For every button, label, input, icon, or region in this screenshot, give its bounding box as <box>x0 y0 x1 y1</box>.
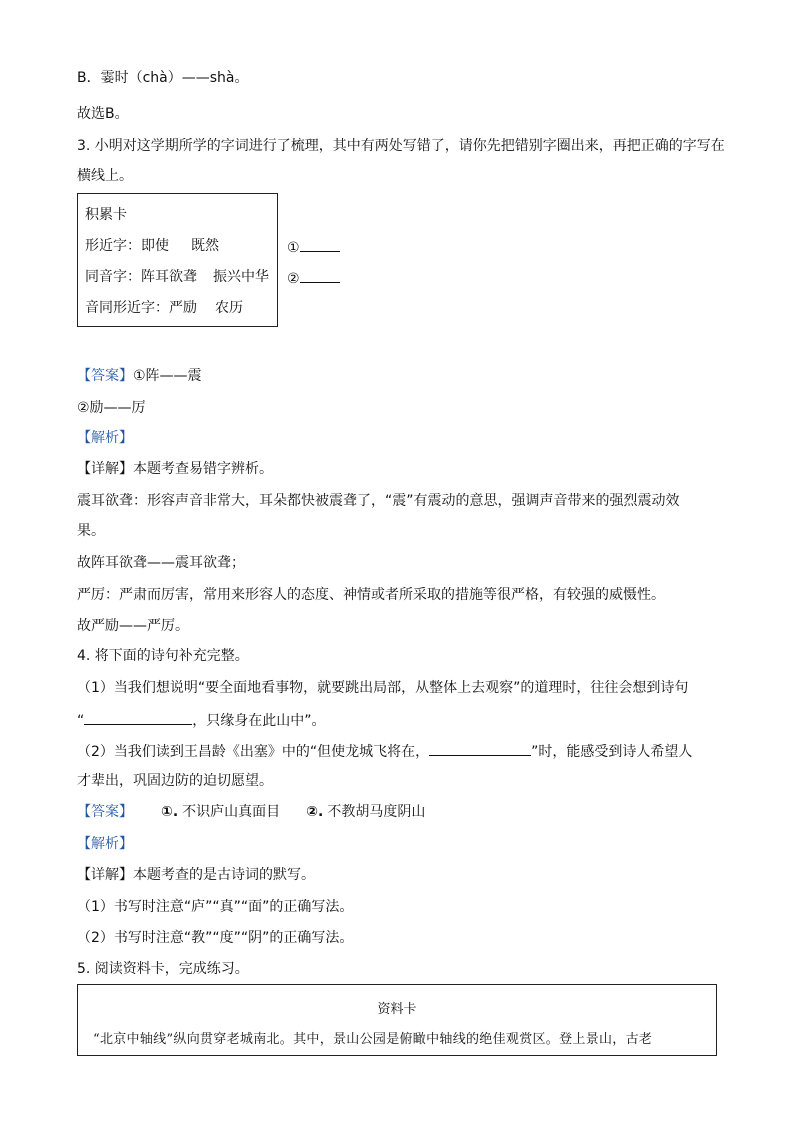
q4-part-2-text: （2）当我们读到王昌龄《出塞》中的“但使龙城飞将在， <box>77 744 430 760</box>
q4-part-1-rest: ，只缘身在此山中”。 <box>192 713 326 729</box>
q3-explain-2: 果。 <box>77 523 105 539</box>
card-row-2-label: 同音字：阵耳欲聋 <box>85 269 197 285</box>
card-title: 积累卡 <box>85 207 127 223</box>
answer-tag: 【答案】 <box>77 368 133 384</box>
fill-blank-1-number: ① <box>287 240 300 256</box>
q3-answer-line <box>77 366 202 386</box>
q4-answer-2: 不教胡马度阴山 <box>327 804 426 820</box>
fill-blank-1 <box>287 236 340 258</box>
card-row-3 <box>85 298 243 318</box>
q3-detail: 本题考查易错字辨析。 <box>133 461 273 477</box>
q4-part-2-end: ”时，能感受到诗人希望人 <box>531 744 693 760</box>
q4-detail-line <box>77 865 315 885</box>
q4-part-2-cont: 才辈出，巩固边防的迫切愿望。 <box>77 773 273 789</box>
card-row-3-label: 音同形近字：严励 <box>85 300 197 316</box>
q3-explain-1: 震耳欲聋：形容声音非常大，耳朵都快被震聋了，“震”有震动的意思，强调声音带来的强烈震动效 <box>77 493 680 509</box>
card-row-3-word: 农历 <box>215 300 243 316</box>
info-card-title: 资料卡 <box>377 1002 417 1017</box>
analysis-tag: 【解析】 <box>77 430 133 446</box>
info-card <box>77 984 717 1056</box>
q4-part-1-quote: “ <box>77 713 85 729</box>
card-row-2 <box>85 267 269 287</box>
q3-explain-4: 严厉：严肃而厉害，常用来形容人的态度、神情或者所采取的措施等很严格，有较强的威慑性。 <box>77 587 665 603</box>
card-row-1 <box>85 236 219 256</box>
question-3-text-cont: 横线上。 <box>77 168 133 184</box>
q4-detail-2: （2）书写时注意“教”“度”“阴”的正确写法。 <box>77 930 354 946</box>
q4-answer-1-number: ①. <box>161 804 179 820</box>
info-card-body: “北京中轴线”纵向贯穿老城南北。其中，景山公园是俯瞰中轴线的绝佳观赏区。登上景山，古老 <box>93 1032 653 1047</box>
q4-blank-2[interactable] <box>429 740 531 756</box>
fill-blank-2 <box>287 267 340 289</box>
accumulation-card <box>77 193 278 327</box>
q3-explain-5: 故严励——严厉。 <box>77 618 189 634</box>
choose-b-line: 故选B。 <box>77 106 129 122</box>
card-row-1-label: 形近字：即使 <box>85 238 169 254</box>
fill-blank-2-number: ② <box>287 271 300 287</box>
q3-detail-line <box>77 459 273 479</box>
q3-explain-3: 故阵耳欲聋——震耳欲聋； <box>77 555 245 571</box>
question-3-text: 3. 小明对这学期所学的字词进行了梳理，其中有两处写错了，请你先把错别字圈出来，再把正确的字写在 <box>77 138 725 154</box>
q4-answer-1: 不识庐山真面目 <box>182 804 281 820</box>
question-5-title: 5. 阅读资料卡，完成练习。 <box>77 961 249 977</box>
q4-detail: 本题考查的是古诗词的默写。 <box>133 867 315 883</box>
q3-answer-2: ②励——厉 <box>77 400 146 416</box>
answer-blank-1[interactable] <box>300 236 340 252</box>
q4-part-1-cont <box>77 709 326 731</box>
question-4-title: 4. 将下面的诗句补充完整。 <box>77 648 249 664</box>
answer-blank-2[interactable] <box>300 267 340 283</box>
q4-detail-1: （1）书写时注意“庐”“真”“面”的正确写法。 <box>77 899 354 915</box>
q3-answer-1: ①阵——震 <box>133 368 202 384</box>
answer-tag: 【答案】 <box>77 804 133 820</box>
option-b-line: B．霎时（chà）——shà。 <box>77 70 249 86</box>
card-row-2-word: 振兴中华 <box>213 269 269 285</box>
q4-part-1: （1）当我们想说明“要全面地看事物，就要跳出局部，从整体上去观察”的道理时，往往会想到诗句 <box>77 680 689 696</box>
q4-answer-line <box>77 802 425 822</box>
q4-blank-1[interactable] <box>84 709 192 725</box>
card-row-1-word: 既然 <box>191 238 219 254</box>
analysis-tag: 【解析】 <box>77 836 133 852</box>
q4-answer-2-number: ②. <box>306 804 324 820</box>
detail-tag: 【详解】 <box>77 867 133 883</box>
q4-part-2 <box>77 740 692 762</box>
detail-tag: 【详解】 <box>77 461 133 477</box>
